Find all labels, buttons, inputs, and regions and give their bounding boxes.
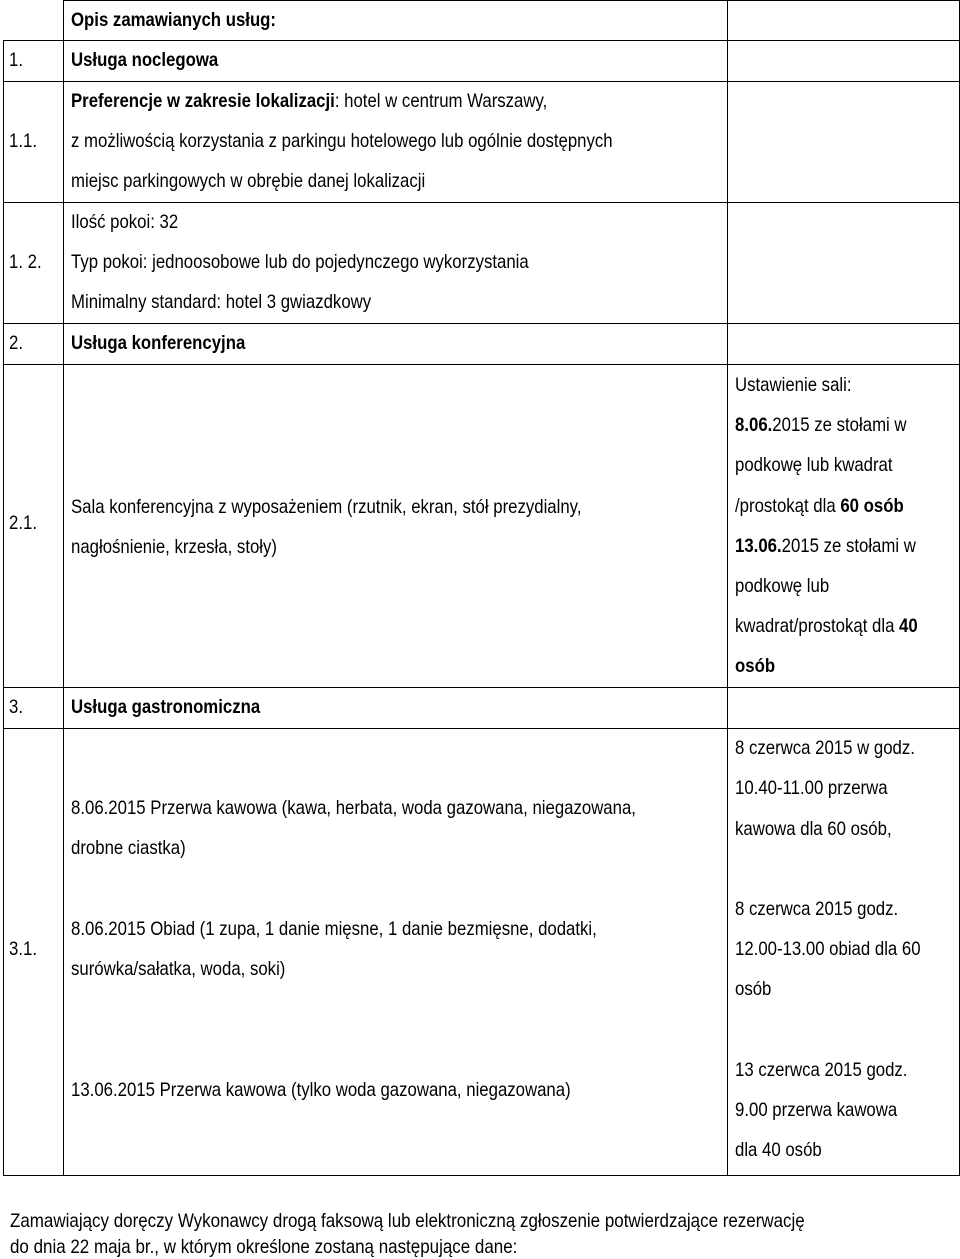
min-standard: Minimalny standard: hotel 3 gwiazdkowy bbox=[71, 291, 372, 313]
catering-item-1-line2: drobne ciastka) bbox=[71, 837, 186, 859]
catering-item-2-line1: 8.06.2015 Obiad (1 zupa, 1 danie mięsne, 1 danie bezmięsne, dodatki, bbox=[71, 918, 597, 940]
section-1-1-line3: miejsc parkingowych w obrębie danej lokalizacji bbox=[71, 170, 426, 192]
location-preference-value: : hotel w centrum Warszawy, bbox=[334, 90, 548, 112]
section-2-1-number: 2.1. bbox=[9, 512, 37, 534]
room-setup-line3: podkowę lub kwadrat bbox=[735, 454, 893, 476]
section-1-1-line1 bbox=[71, 81, 547, 121]
location-preference-label: Preferencje w zakresie lokalizacji bbox=[71, 90, 335, 112]
catering-item-1-time3: kawowa dla 60 osób, bbox=[735, 818, 892, 840]
catering-item-1-time1: 8 czerwca 2015 w godz. bbox=[735, 737, 915, 759]
room-setup-line7 bbox=[735, 606, 918, 646]
section-1-1-line2: z możliwością korzystania z parkingu hotelowego lub ogólnie dostępnych bbox=[71, 130, 613, 152]
table-border-bottom bbox=[3, 1175, 960, 1176]
setup-desc: /prostokąt dla bbox=[735, 495, 841, 517]
conference-room-line2: nagłośnienie, krzesła, stoły) bbox=[71, 536, 278, 558]
section-1-number: 1. bbox=[9, 49, 23, 71]
room-count: Ilość pokoi: 32 bbox=[71, 211, 179, 233]
date-8-06: 8.06. bbox=[735, 414, 773, 436]
catering-item-1-time2: 10.40-11.00 przerwa bbox=[735, 777, 888, 799]
catering-item-2-line2: surówka/sałatka, woda, soki) bbox=[71, 958, 286, 980]
setup-desc: 2015 ze stołami w bbox=[781, 535, 916, 557]
footer-line1: Zamawiający doręczy Wykonawcy drogą faksową lub elektroniczną zgłoszenie potwierdzające rezerwację bbox=[10, 1210, 805, 1232]
section-2-title: Usługa konferencyjna bbox=[71, 332, 246, 354]
setup-desc: 2015 ze stołami w bbox=[772, 414, 907, 436]
section-1-1-number: 1.1. bbox=[9, 130, 37, 152]
people-count-40: 40 bbox=[899, 615, 918, 637]
section-3-title: Usługa gastronomiczna bbox=[71, 696, 261, 718]
catering-item-3-time2: 9.00 przerwa kawowa bbox=[735, 1099, 898, 1121]
section-1-title: Usługa noclegowa bbox=[71, 49, 219, 71]
catering-item-2-time2: 12.00-13.00 obiad dla 60 bbox=[735, 938, 921, 960]
room-setup-line4 bbox=[735, 486, 904, 526]
setup-desc: kwadrat/prostokąt dla bbox=[735, 615, 900, 637]
section-3-number: 3. bbox=[9, 696, 23, 718]
section-2-number: 2. bbox=[9, 332, 23, 354]
header-title: Opis zamawianych usług: bbox=[71, 9, 277, 31]
date-13-06: 13.06. bbox=[735, 535, 782, 557]
room-setup-line6: podkowę lub bbox=[735, 575, 830, 597]
footer-line2: do dnia 22 maja br., w którym określone zostaną następujące dane: bbox=[10, 1236, 518, 1258]
table-border-left bbox=[3, 40, 4, 1176]
section-3-1-number: 3.1. bbox=[9, 938, 37, 960]
catering-item-3-line1: 13.06.2015 Przerwa kawowa (tylko woda gazowana, niegazowana) bbox=[71, 1079, 571, 1101]
room-setup-date2 bbox=[735, 526, 916, 566]
room-type: Typ pokoi: jednoosobowe lub do pojedynczego wykorzystania bbox=[71, 251, 529, 273]
catering-item-1-line1: 8.06.2015 Przerwa kawowa (kawa, herbata, woda gazowana, niegazowana, bbox=[71, 797, 636, 819]
catering-item-3-time1: 13 czerwca 2015 godz. bbox=[735, 1059, 908, 1081]
section-1-2-number: 1. 2. bbox=[9, 251, 42, 273]
catering-item-3-time3: dla 40 osób bbox=[735, 1139, 822, 1161]
room-setup-line8: osób bbox=[735, 655, 776, 677]
people-count-60: 60 osób bbox=[840, 495, 904, 517]
table-column-divider bbox=[63, 0, 64, 1176]
conference-room-line1: Sala konferencyjna z wyposażeniem (rzutnik, ekran, stół prezydialny, bbox=[71, 496, 582, 518]
catering-item-2-time1: 8 czerwca 2015 godz. bbox=[735, 898, 899, 920]
table-column-divider bbox=[727, 0, 728, 1176]
catering-item-2-time3: osób bbox=[735, 978, 772, 1000]
room-setup-date1 bbox=[735, 405, 907, 445]
room-setup-label: Ustawienie sali: bbox=[735, 374, 852, 396]
